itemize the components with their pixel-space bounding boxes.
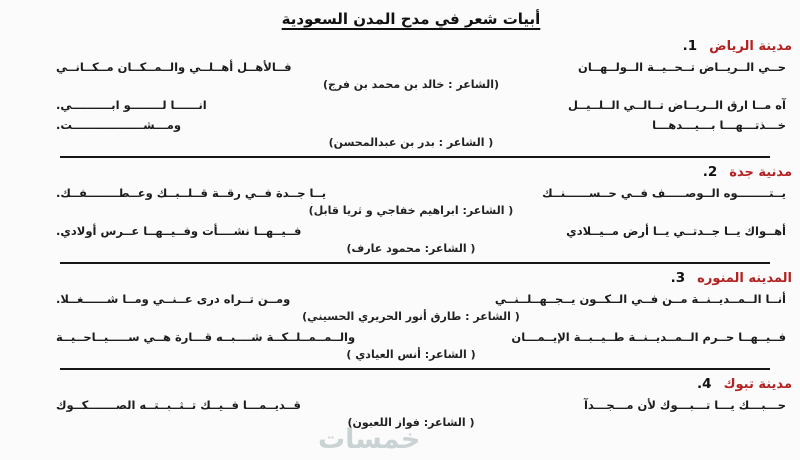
section-city-name: مدينة تبوك [723, 377, 792, 392]
hemistich-right: يــتــــــــوه الــوصـــــف فــي حــســــــنــك [542, 186, 786, 200]
verse-line [30, 398, 792, 413]
hemistich-left: ومــن تــراه درى عــنــي ومــا شــــــغــلا. [56, 292, 291, 306]
verse-line [30, 118, 792, 133]
section-heading [30, 38, 792, 55]
poet-attribution: ( الشاعر: ابراهيم خفاجي و ثريا قابل) [308, 204, 514, 217]
poet-attribution: ( الشاعر: محمود عارف) [346, 242, 476, 255]
verse-line [30, 292, 792, 307]
poet-attribution: (الشاعر : خالد بن محمد بن فرج) [322, 78, 500, 91]
verse-line [30, 60, 792, 75]
section-tabuk [30, 376, 792, 431]
verse-line [30, 186, 792, 201]
hemistich-left: ومـــشــــــــــــــــــت. [56, 118, 182, 132]
section-city-name: مدينة الرياض [709, 39, 792, 54]
hemistich-left: فــيــهــا نشــــأت وفــيــهــا عــرس أولادي. [56, 224, 302, 238]
hemistich-left: يــا جــدة فــي رقــة قــلــبــك وعــطــــــــفــك. [56, 186, 327, 200]
poet-attribution: ( الشاعر: أنس العيادي ) [346, 348, 476, 361]
verse-line [30, 224, 792, 239]
hemistich-right: أنــا الــمــديــنــة مــن فــي الــكــون يــجــهــلــنــي [494, 292, 786, 306]
hemistich-right: حــي الــريــاض تــحــيــة الــولــهــان [578, 60, 786, 74]
section-number: 1. [682, 38, 698, 54]
section-number: 2. [702, 164, 718, 180]
hemistich-right: أهــواك يــا جــدتــي يــا أرض مــيــلادي [566, 224, 786, 238]
hemistich-right: فــيــهــا حــرم الــمــديــنــة طــيــبــة الإيــمـــان [511, 330, 786, 344]
hemistich-left: انــــــا لــــــــو ابــــــــــي. [56, 98, 207, 112]
poet-attribution: ( الشاعر: فواز اللعبون) [347, 416, 475, 429]
section-madinah [30, 270, 792, 363]
hemistich-left: قــديــمـــا فــيــك تــثــبــتــه الصـــــــكــوك [56, 398, 301, 412]
section-jeddah [30, 164, 792, 257]
section-riyadh [30, 38, 792, 151]
poet-attribution: ( الشاعر : طارق أنور الحريري الحسيني) [302, 310, 520, 323]
section-city-name: مدنية جدة [729, 165, 792, 180]
hemistich-left: فــالأهــل أهــلــي والــمــكــان مــكــانــي [56, 60, 292, 74]
hemistich-left: والــمــمــلــكــة شــــبــه قـــارة هــي ســـــيــاحــيــة [56, 330, 356, 344]
section-divider [60, 262, 770, 264]
watermark: خمسات [318, 424, 421, 455]
page-title: أبيات شعر في مدح المدن السعودية [281, 10, 541, 28]
section-city-name: المدينه المنوره [697, 271, 792, 286]
section-heading [30, 270, 792, 287]
section-divider [60, 368, 770, 370]
section-number: 3. [670, 270, 686, 286]
section-heading [30, 376, 792, 393]
hemistich-right: حـــبـــك يـــا تـــبـــوك لأن مـــجـــدآ [583, 398, 786, 412]
hemistich-right: خـــذتـــهـــا بـــيـــدهـــا [652, 118, 786, 132]
hemistich-right: آه مــا ارق الــريــاض تــالــي الــلــيــل [568, 98, 786, 112]
verse-line [30, 330, 792, 345]
verse-line [30, 98, 792, 113]
section-divider [60, 156, 770, 158]
poet-attribution: ( الشاعر : بدر بن عبدالمحسن) [328, 136, 494, 149]
section-heading [30, 164, 792, 181]
section-number: 4. [697, 376, 712, 392]
